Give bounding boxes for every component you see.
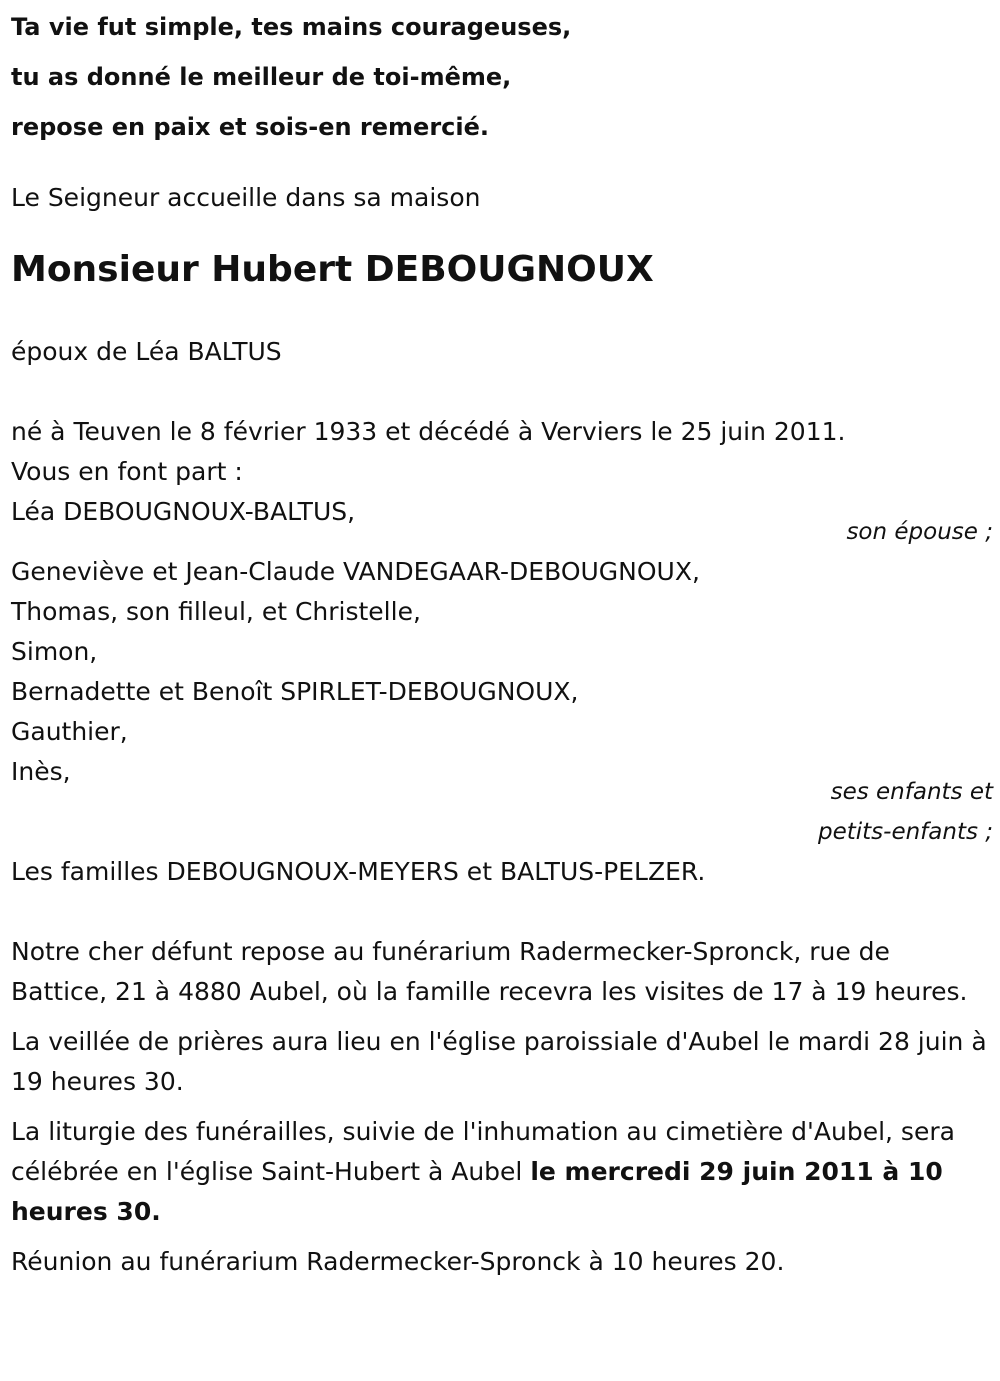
epitaph-line: tu as donné le meilleur de toi-même,	[11, 63, 512, 91]
epitaph-line: repose en paix et sois-en remercié.	[11, 113, 490, 141]
spouse-role: son épouse ;	[846, 519, 993, 545]
children-list	[11, 552, 991, 792]
list-item: Thomas, son filleul, et Christelle,	[11, 597, 421, 626]
liturgy-text: La liturgie des funérailles, suivie de l'inhumation au cimetière d'Aubel, sera célébrée en l'église Saint-Hubert à Aubel	[11, 1117, 955, 1186]
vigil-paragraph: La veillée de prières aura lieu en l'église paroissiale d'Aubel le mardi 28 juin à 19 heures 30.	[11, 1027, 987, 1096]
spouse-name: Léa DEBOUGNOUX-BALTUS,	[11, 497, 356, 526]
list-item: Gauthier,	[11, 717, 128, 746]
grandchildren-role: petits-enfants ;	[817, 819, 993, 845]
liturgy-paragraph	[11, 1112, 991, 1232]
rest-paragraph: Notre cher défunt repose au funérarium Radermecker-Spronck, rue de Battice, 21 à 4880 Aubel, où la famille recevra les visites de 17 à 19 heures.	[11, 937, 968, 1006]
epitaph	[11, 0, 991, 152]
deceased-name: Monsieur Hubert DEBOUGNOUX	[11, 249, 654, 290]
list-item: Bernadette et Benoît SPIRLET-DEBOUGNOUX,	[11, 677, 579, 706]
obituary-notice	[11, 0, 991, 1282]
spouse-line: époux de Léa BALTUS	[11, 337, 282, 366]
children-role: ses enfants et	[830, 779, 993, 805]
epitaph-line: Ta vie fut simple, tes mains courageuses,	[11, 13, 572, 41]
list-item: Simon,	[11, 637, 98, 666]
announcers-intro: Vous en font part :	[11, 457, 243, 486]
families-line: Les familles DEBOUGNOUX-MEYERS et BALTUS-PELZER.	[11, 857, 706, 886]
liturgy-date: le mercredi 29 juin 2011 à 10 heures 30.	[11, 1157, 943, 1226]
birth-death-line: né à Teuven le 8 février 1933 et décédé à Verviers le 25 juin 2011.	[11, 417, 846, 446]
list-item: Geneviève et Jean-Claude VANDEGAAR-DEBOUGNOUX,	[11, 557, 700, 586]
meeting-paragraph: Réunion au funérarium Radermecker-Spronck à 10 heures 20.	[11, 1247, 785, 1276]
intro-line: Le Seigneur accueille dans sa maison	[11, 183, 481, 212]
list-item: Inès,	[11, 757, 71, 786]
